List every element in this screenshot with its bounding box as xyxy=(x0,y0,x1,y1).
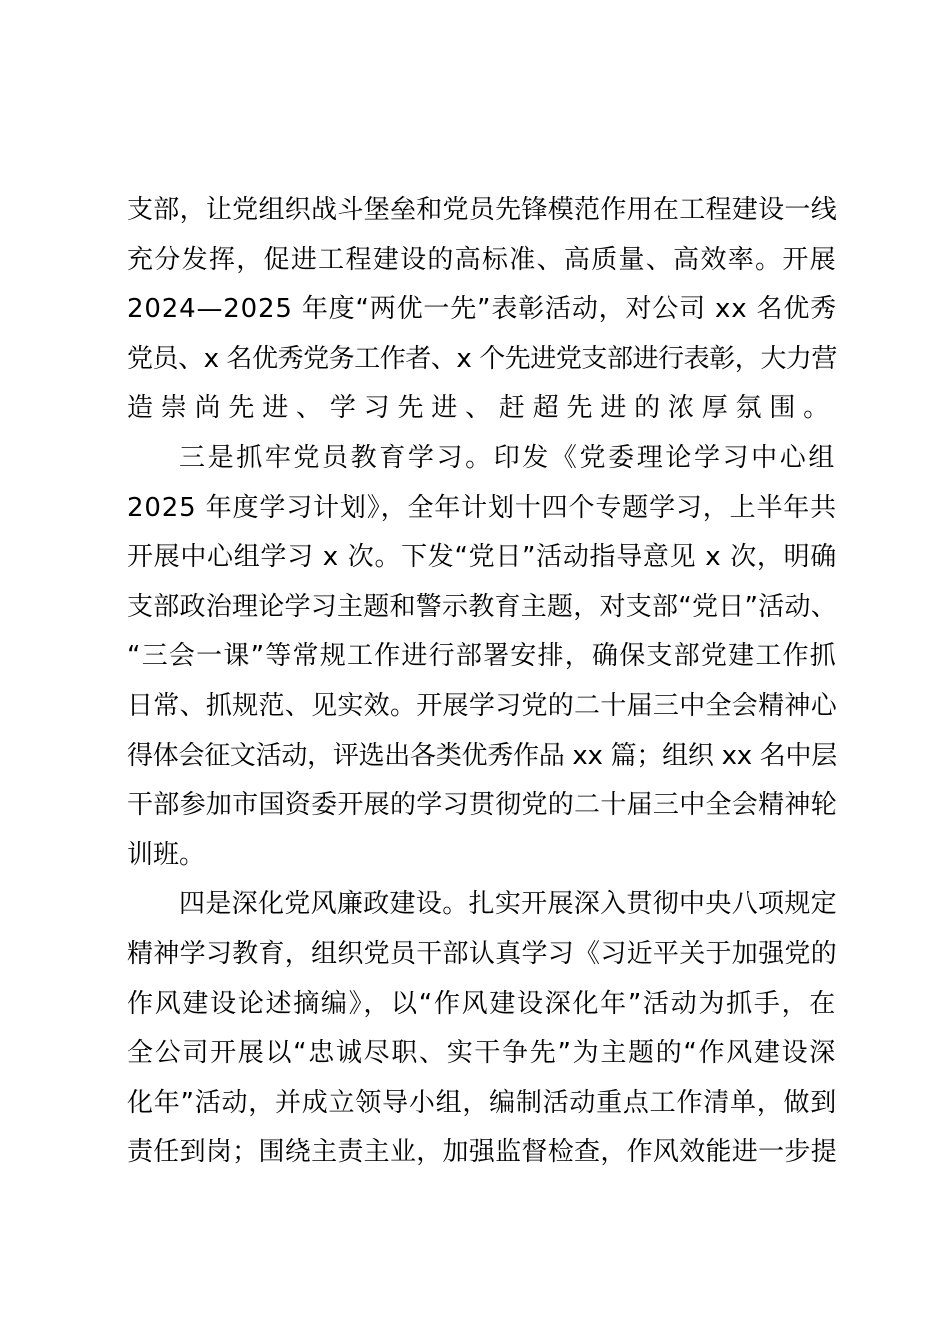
text-line: 化年”活动，并成立领导小组，编制活动重点工作清单，做到 xyxy=(127,1087,837,1118)
text-line: 三是抓牢党员教育学习。印发《党委理论学习中心组 xyxy=(179,442,837,473)
text-line: 2025 年度学习计划》，全年计划十四个专题学习，上半年共 xyxy=(127,492,837,523)
text-line: 造崇尚先进、学习先进、赶超先进的浓厚氛围。 xyxy=(127,393,837,424)
text-line: 精神学习教育，组织党员干部认真学习《习近平关于加强党的 xyxy=(127,938,837,969)
text-line: 支部政治理论学习主题和警示教育主题，对支部“党日”活动、 xyxy=(127,591,837,622)
text-line: 训班。 xyxy=(127,839,206,870)
text-line: 2024—2025 年度“两优一先”表彰活动，对公司 xx 名优秀 xyxy=(127,294,838,325)
text-line: 日常、抓规范、见实效。开展学习党的二十届三中全会精神心 xyxy=(127,690,837,721)
text-line: 开展中心组学习 x 次。下发“党日”活动指导意见 x 次，明确 xyxy=(127,542,837,573)
text-line: “三会一课”等常规工作进行部署安排，确保支部党建工作抓 xyxy=(127,641,837,672)
text-line: 支部，让党组织战斗堡垒和党员先锋模范作用在工程建设一线 xyxy=(127,195,837,225)
text-line: 干部参加市国资委开展的学习贯彻党的二十届三中全会精神轮 xyxy=(127,790,837,821)
text-line: 责任到岗；围绕主责主业，加强监督检查，作风效能进一步提 xyxy=(127,1137,837,1168)
text-line: 得体会征文活动，评选出各类优秀作品 xx 篇；组织 xx 名中层 xyxy=(127,740,837,771)
text-line: 党员、x 名优秀党务工作者、x 个先进党支部进行表彰，大力营 xyxy=(127,343,837,374)
body-text xyxy=(127,186,837,1178)
text-line: 全公司开展以“忠诚尽职、实干争先”为主题的“作风建设深 xyxy=(127,1038,837,1069)
text-line: 作风建设论述摘编》，以“作风建设深化年”活动为抓手，在 xyxy=(127,988,837,1019)
text-line: 充分发挥，促进工程建设的高标准、高质量、高效率。开展 xyxy=(127,244,837,275)
text-line: 四是深化党风廉政建设。扎实开展深入贯彻中央八项规定 xyxy=(179,889,837,920)
